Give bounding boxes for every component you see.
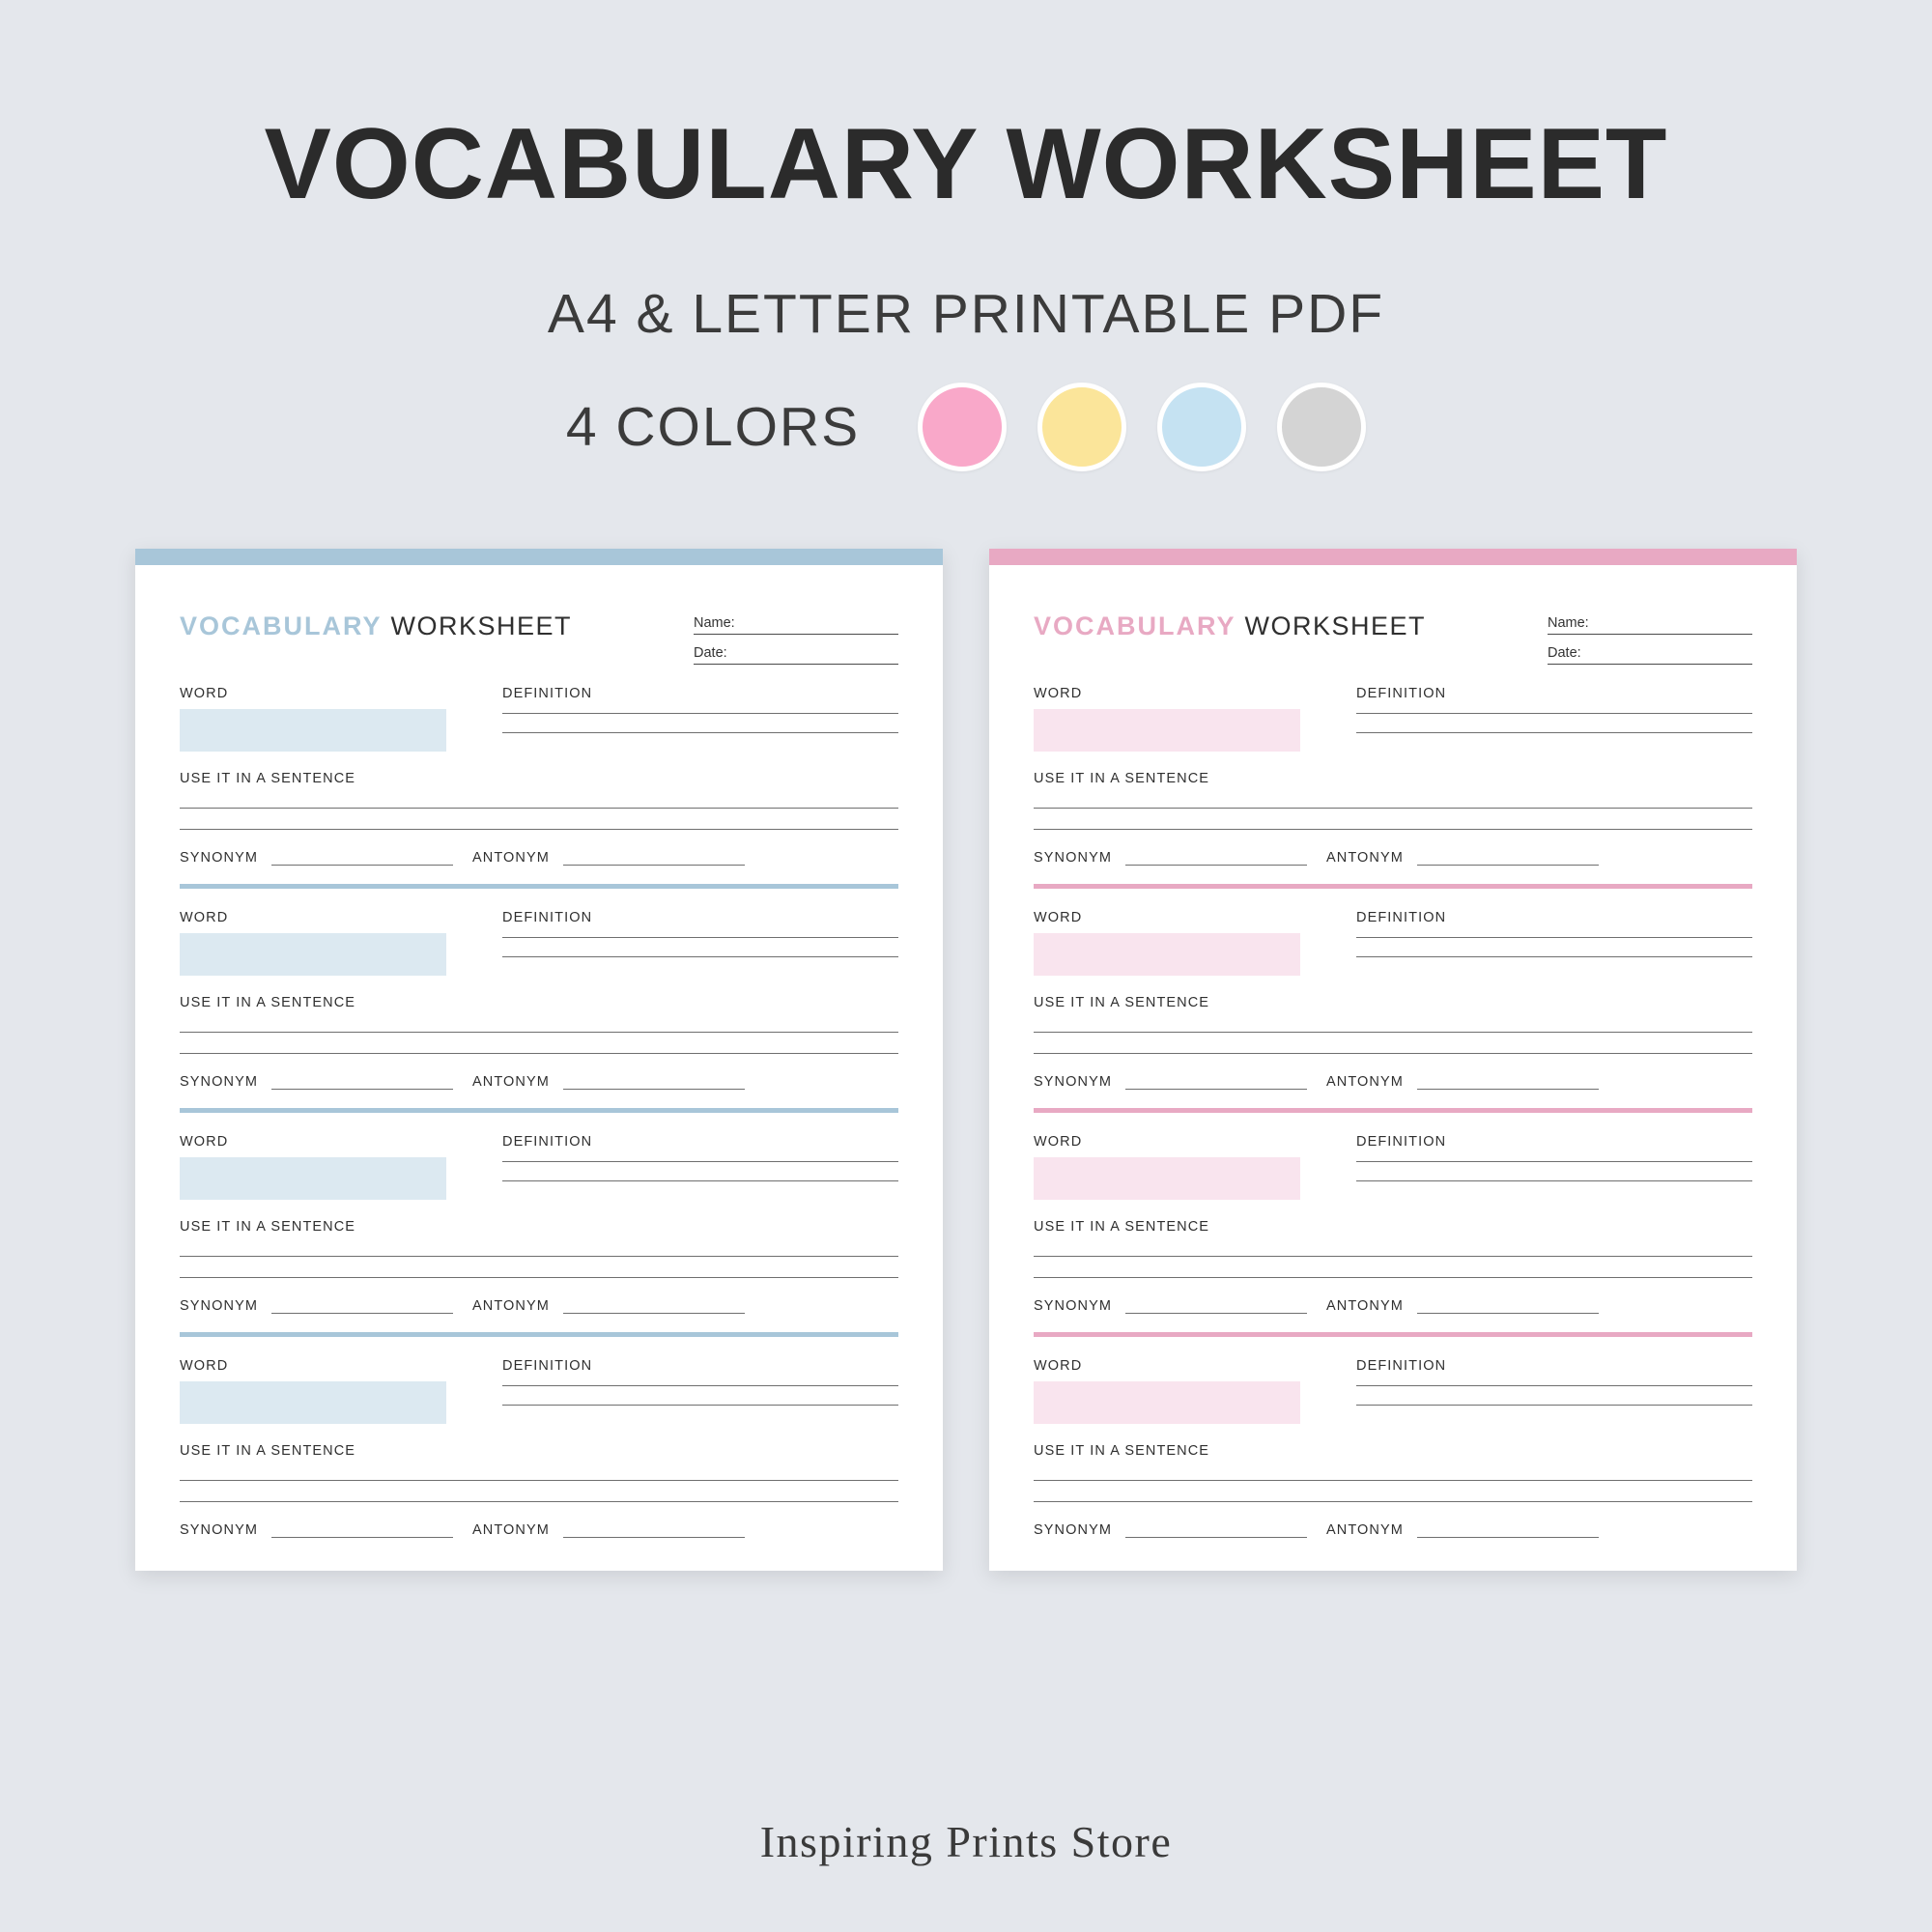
word-input[interactable] — [180, 933, 446, 976]
date-field[interactable] — [694, 645, 898, 665]
synonym-input-line[interactable] — [1125, 1524, 1307, 1538]
sentence-input-line[interactable] — [180, 1256, 898, 1257]
synonym-field[interactable] — [180, 1522, 453, 1538]
date-field[interactable] — [1548, 645, 1752, 665]
vocab-entry — [1034, 889, 1752, 1113]
synonym-label: SYNONYM — [1034, 850, 1113, 866]
sentence-input-line[interactable] — [1034, 1032, 1752, 1033]
synonym-label: SYNONYM — [1034, 1298, 1113, 1314]
sentence-label: USE IT IN A SENTENCE — [180, 771, 356, 786]
definition-input-line[interactable] — [502, 732, 898, 733]
word-input[interactable] — [180, 1157, 446, 1200]
definition-input-line[interactable] — [1356, 1180, 1752, 1181]
synonym-field[interactable] — [1034, 850, 1307, 866]
word-label: WORD — [180, 910, 229, 925]
sheet-title: VOCABULARY WORKSHEET — [1034, 611, 1427, 640]
antonym-field[interactable] — [472, 850, 745, 866]
sentence-input-line[interactable] — [1034, 1256, 1752, 1257]
word-input[interactable] — [180, 1381, 446, 1424]
definition-input-line[interactable] — [1356, 1405, 1752, 1406]
sentence-input-line[interactable] — [180, 1277, 898, 1278]
synonym-field[interactable] — [1034, 1298, 1307, 1314]
definition-input-line[interactable] — [1356, 1161, 1752, 1162]
antonym-label: ANTONYM — [1326, 850, 1404, 866]
sentence-label: USE IT IN A SENTENCE — [180, 1443, 356, 1459]
synonym-field[interactable] — [180, 1074, 453, 1090]
colors-count-label: 4 COLORS — [565, 396, 861, 458]
synonym-label: SYNONYM — [180, 1522, 259, 1538]
sentence-input-line[interactable] — [1034, 1277, 1752, 1278]
synonym-input-line[interactable] — [271, 852, 453, 866]
antonym-label: ANTONYM — [472, 850, 550, 866]
antonym-input-line[interactable] — [563, 1300, 745, 1314]
definition-label: DEFINITION — [502, 1134, 593, 1150]
definition-input-line[interactable] — [502, 937, 898, 938]
definition-input-line[interactable] — [1356, 956, 1752, 957]
swatch-pink-icon — [918, 383, 1007, 471]
definition-label: DEFINITION — [1356, 686, 1447, 701]
word-input[interactable] — [1034, 1381, 1300, 1424]
swatch-grey-icon — [1277, 383, 1366, 471]
synonym-label: SYNONYM — [180, 1298, 259, 1314]
antonym-label: ANTONYM — [472, 1074, 550, 1090]
antonym-input-line[interactable] — [563, 1524, 745, 1538]
definition-label: DEFINITION — [1356, 910, 1447, 925]
word-label: WORD — [1034, 1358, 1083, 1374]
vocab-entry — [1034, 1337, 1752, 1538]
sentence-input-line[interactable] — [1034, 1501, 1752, 1502]
antonym-input-line[interactable] — [1417, 852, 1599, 866]
vocab-entry — [1034, 1113, 1752, 1337]
sentence-label: USE IT IN A SENTENCE — [180, 995, 356, 1010]
sentence-label: USE IT IN A SENTENCE — [1034, 995, 1210, 1010]
student-meta — [1548, 611, 1752, 665]
sentence-input-line[interactable] — [180, 1501, 898, 1502]
definition-input-line[interactable] — [1356, 732, 1752, 733]
word-label: WORD — [1034, 910, 1083, 925]
antonym-field[interactable] — [1326, 850, 1599, 866]
antonym-input-line[interactable] — [1417, 1300, 1599, 1314]
sentence-input-line[interactable] — [180, 829, 898, 830]
vocab-entry — [180, 1113, 898, 1337]
antonym-input-line[interactable] — [1417, 1524, 1599, 1538]
sentence-label: USE IT IN A SENTENCE — [1034, 1443, 1210, 1459]
definition-label: DEFINITION — [502, 686, 593, 701]
sheet-pink[interactable] — [989, 549, 1797, 1571]
color-options — [0, 383, 1932, 471]
student-meta — [694, 611, 898, 665]
antonym-input-line[interactable] — [563, 852, 745, 866]
antonym-input-line[interactable] — [1417, 1076, 1599, 1090]
antonym-label: ANTONYM — [1326, 1522, 1404, 1538]
sheet-accent-bar — [135, 549, 943, 565]
antonym-label: ANTONYM — [472, 1522, 550, 1538]
sentence-input-line[interactable] — [180, 808, 898, 809]
antonym-field[interactable] — [472, 1522, 745, 1538]
synonym-field[interactable] — [180, 1298, 453, 1314]
antonym-label: ANTONYM — [1326, 1074, 1404, 1090]
definition-input-line[interactable] — [502, 1385, 898, 1386]
word-label: WORD — [180, 686, 229, 701]
synonym-label: SYNONYM — [1034, 1522, 1113, 1538]
sheet-title: VOCABULARY WORKSHEET — [180, 611, 573, 640]
swatch-yellow-icon — [1037, 383, 1126, 471]
antonym-field[interactable] — [1326, 1298, 1599, 1314]
sentence-input-line[interactable] — [180, 1032, 898, 1033]
definition-input-line[interactable] — [1356, 713, 1752, 714]
synonym-field[interactable] — [1034, 1074, 1307, 1090]
word-input[interactable] — [180, 709, 446, 752]
sentence-input-line[interactable] — [180, 1480, 898, 1481]
name-field[interactable] — [1548, 615, 1752, 635]
synonym-input-line[interactable] — [271, 1076, 453, 1090]
definition-input-line[interactable] — [1356, 1385, 1752, 1386]
sentence-input-line[interactable] — [1034, 1480, 1752, 1481]
synonym-field[interactable] — [1034, 1522, 1307, 1538]
date-label: Date: — [1548, 645, 1581, 661]
definition-label: DEFINITION — [502, 910, 593, 925]
page-title: VOCABULARY WORKSHEET — [264, 108, 1668, 220]
definition-input-line[interactable] — [502, 1161, 898, 1162]
antonym-label: ANTONYM — [472, 1298, 550, 1314]
antonym-field[interactable] — [472, 1074, 745, 1090]
synonym-input-line[interactable] — [271, 1524, 453, 1538]
word-label: WORD — [180, 1358, 229, 1374]
vocab-entry — [180, 889, 898, 1113]
word-label: WORD — [180, 1134, 229, 1150]
sentence-label: USE IT IN A SENTENCE — [1034, 771, 1210, 786]
vocab-entry — [180, 1337, 898, 1538]
definition-label: DEFINITION — [502, 1358, 593, 1374]
vocab-entry — [1034, 665, 1752, 889]
word-input[interactable] — [1034, 709, 1300, 752]
definition-label: DEFINITION — [1356, 1358, 1447, 1374]
definition-input-line[interactable] — [502, 956, 898, 957]
sentence-label: USE IT IN A SENTENCE — [1034, 1219, 1210, 1235]
name-label: Name: — [694, 615, 735, 631]
sentence-input-line[interactable] — [1034, 1053, 1752, 1054]
word-label: WORD — [1034, 1134, 1083, 1150]
definition-input-line[interactable] — [502, 713, 898, 714]
sentence-label: USE IT IN A SENTENCE — [180, 1219, 356, 1235]
definition-input-line[interactable] — [502, 1180, 898, 1181]
date-label: Date: — [694, 645, 727, 661]
store-name: Inspiring Prints Store — [759, 1817, 1173, 1866]
synonym-input-line[interactable] — [1125, 1300, 1307, 1314]
sheet-accent-bar — [989, 549, 1797, 565]
word-label: WORD — [1034, 686, 1083, 701]
synonym-label: SYNONYM — [1034, 1074, 1113, 1090]
listing-header — [0, 0, 1932, 471]
antonym-input-line[interactable] — [563, 1076, 745, 1090]
synonym-label: SYNONYM — [180, 1074, 259, 1090]
antonym-label: ANTONYM — [1326, 1298, 1404, 1314]
synonym-label: SYNONYM — [180, 850, 259, 866]
sentence-input-line[interactable] — [1034, 829, 1752, 830]
antonym-field[interactable] — [472, 1298, 745, 1314]
worksheet-previews — [135, 549, 1797, 1571]
vocab-entry — [180, 665, 898, 889]
definition-input-line[interactable] — [1356, 937, 1752, 938]
name-field[interactable] — [694, 615, 898, 635]
swatch-blue-icon — [1157, 383, 1246, 471]
synonym-input-line[interactable] — [1125, 852, 1307, 866]
name-label: Name: — [1548, 615, 1589, 631]
sentence-input-line[interactable] — [180, 1053, 898, 1054]
sentence-input-line[interactable] — [1034, 808, 1752, 809]
format-subtitle: A4 & LETTER PRINTABLE PDF — [547, 283, 1385, 345]
antonym-field[interactable] — [1326, 1522, 1599, 1538]
sheet-blue[interactable] — [135, 549, 943, 1571]
definition-label: DEFINITION — [1356, 1134, 1447, 1150]
antonym-field[interactable] — [1326, 1074, 1599, 1090]
word-input[interactable] — [1034, 1157, 1300, 1200]
synonym-input-line[interactable] — [1125, 1076, 1307, 1090]
synonym-field[interactable] — [180, 850, 453, 866]
definition-input-line[interactable] — [502, 1405, 898, 1406]
synonym-input-line[interactable] — [271, 1300, 453, 1314]
word-input[interactable] — [1034, 933, 1300, 976]
